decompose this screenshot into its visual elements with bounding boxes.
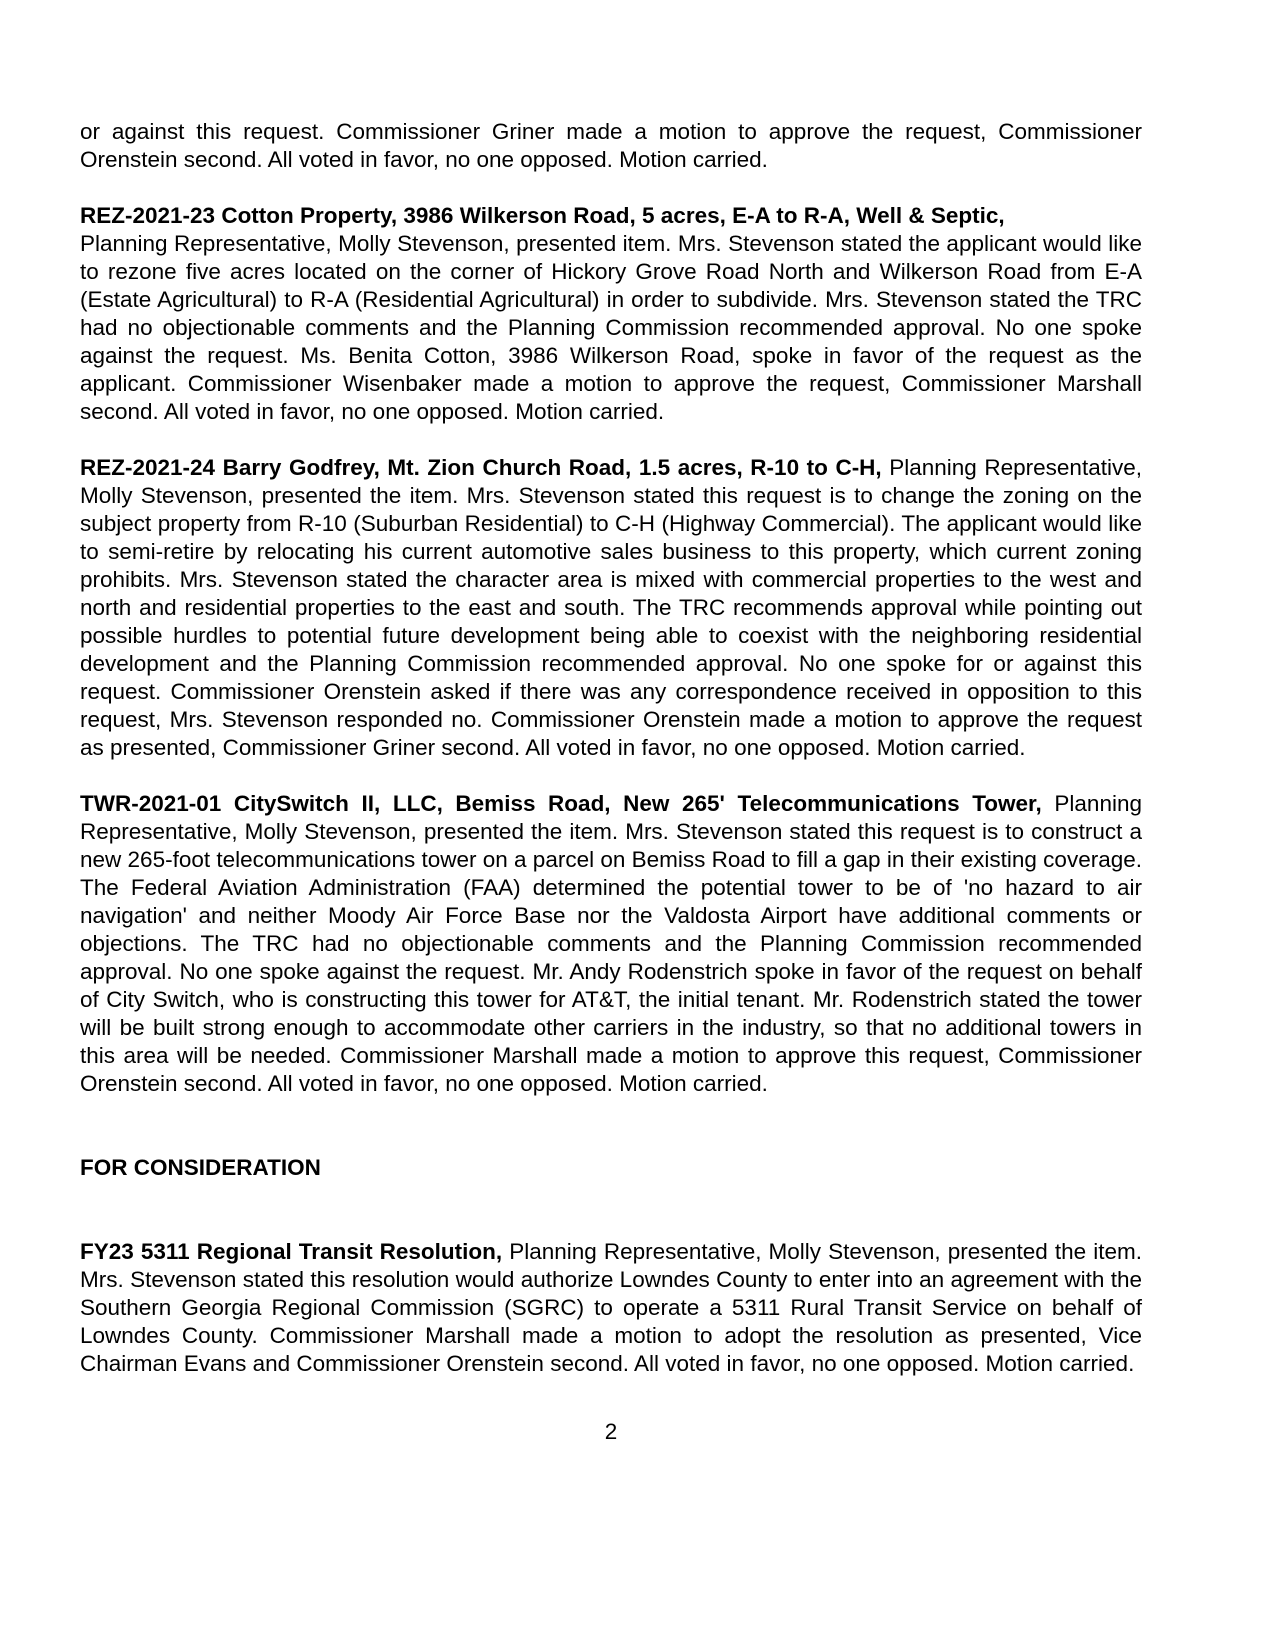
section-heading-rez-2021-24: REZ-2021-24 Barry Godfrey, Mt. Zion Church Road, 1.5 acres, R-10 to C-H,: [80, 455, 882, 480]
for-consideration-heading: FOR CONSIDERATION: [80, 1155, 321, 1180]
section-twr-2021-01: [80, 790, 1142, 1098]
section-heading-twr-2021-01: TWR-2021-01 CitySwitch II, LLC, Bemiss Road, New 265' Telecommunications Tower,: [80, 791, 1042, 816]
section-rez-2021-23: [80, 202, 1142, 426]
section-body-fy23-5311: Planning Representative, Molly Stevenson, presented the item. Mrs. Stevenson stated this resolution would authorize Lowndes County to enter into an agreement with the Southern Georgia Regional Commission (SGRC) to operate a 5311 Rural Transit Service on behalf of Lowndes County. Commissioner Marshall made a motion to adopt the resolution as presented, Vice Chairman Evans and Commissioner Orenstein second. All voted in favor, no one opposed. Motion carried.: [80, 1239, 1142, 1376]
section-heading-fy23-5311: FY23 5311 Regional Transit Resolution,: [80, 1239, 503, 1264]
section-heading-rez-2021-23: REZ-2021-23 Cotton Property, 3986 Wilkerson Road, 5 acres, E-A to R-A, Well & Septic,: [80, 203, 1005, 228]
section-fy23-5311-resolution: [80, 1238, 1142, 1378]
section-rez-2021-24: [80, 454, 1142, 762]
section-body-twr-2021-01: Planning Representative, Molly Stevenson, presented the item. Mrs. Stevenson stated this request is to construct a new 265-foot telecommunications tower on a parcel on Bemiss Road to fill a gap in their existing coverage. The Federal Aviation Administration (FAA) determined the potential tower to be of 'no hazard to air navigation' and neither Moody Air Force Base nor the Valdosta Airport have additional comments or objections. The TRC had no objectionable comments and the Planning Commission recommended approval. No one spoke against the request. Mr. Andy Rodenstrich spoke in favor of the request on behalf of City Switch, who is constructing this tower for AT&T, the initial tenant. Mr. Rodenstrich stated the tower will be built strong enough to accommodate other carriers in the industry, so that no additional towers in this area will be needed. Commissioner Marshall made a motion to approve this request, Commissioner Orenstein second. All voted in favor, no one opposed. Motion carried.: [80, 791, 1142, 1096]
page-number: 2: [604, 1419, 618, 1444]
intro-paragraph: or against this request. Commissioner Griner made a motion to approve the request, Commissioner Orenstein second. All voted in favor, no one opposed. Motion carried.: [80, 119, 1142, 172]
section-body-rez-2021-24: Planning Representative, Molly Stevenson, presented the item. Mrs. Stevenson stated this request is to change the zoning on the subject property from R-10 (Suburban Residential) to C-H (Highway Commercial). The applicant would like to semi-retire by relocating his current automotive sales business to this property, which current zoning prohibits. Mrs. Stevenson stated the character area is mixed with commercial properties to the west and north and residential properties to the east and south. The TRC recommends approval while pointing out possible hurdles to potential future development being able to coexist with the neighboring residential development and the Planning Commission recommended approval. No one spoke for or against this request. Commissioner Orenstein asked if there was any correspondence received in opposition to this request, Mrs. Stevenson responded no. Commissioner Orenstein made a motion to approve the request as presented, Commissioner Griner second. All voted in favor, no one opposed. Motion carried.: [80, 455, 1142, 760]
section-body-rez-2021-23: Planning Representative, Molly Stevenson, presented item. Mrs. Stevenson stated the applicant would like to rezone five acres located on the corner of Hickory Grove Road North and Wilkerson Road from E-A (Estate Agricultural) to R-A (Residential Agricultural) in order to subdivide. Mrs. Stevenson stated the TRC had no objectionable comments and the Planning Commission recommended approval. No one spoke against the request. Ms. Benita Cotton, 3986 Wilkerson Road, spoke in favor of the request as the applicant. Commissioner Wisenbaker made a motion to approve the request, Commissioner Marshall second. All voted in favor, no one opposed. Motion carried.: [80, 231, 1142, 424]
